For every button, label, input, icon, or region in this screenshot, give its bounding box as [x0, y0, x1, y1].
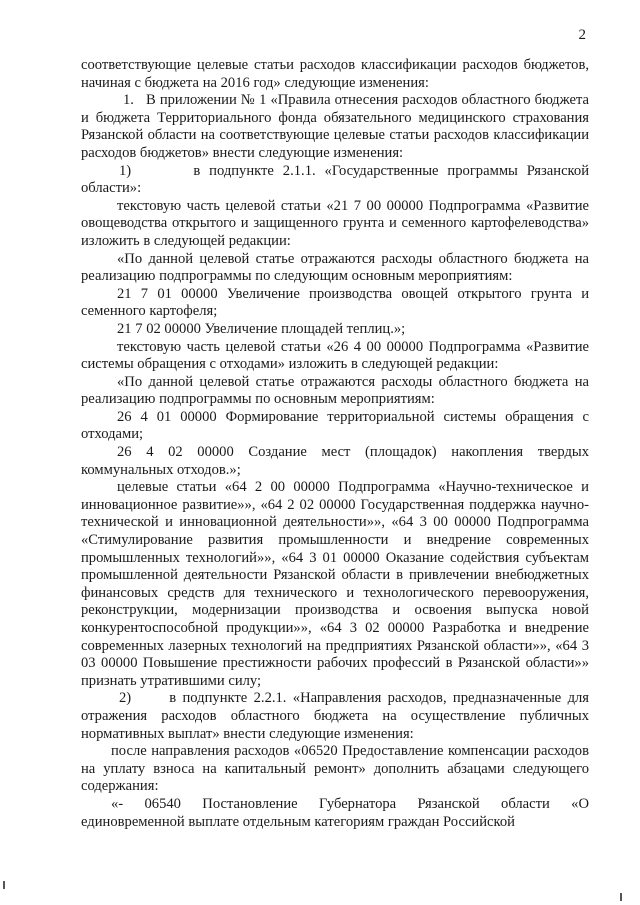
paragraph-item-1: 1. В приложении № 1 «Правила отнесения расходов областного бюджета и бюджета Территориального фонда обязательного медицинского страхования Рязанской области на соответствующие целевые статьи расходов классификации расходов бюджетов» внести следующие изменения: — [81, 92, 589, 161]
paragraph-after-06520: после направления расходов «06520 Предоставление компенсации расходов на уплату взноса на капитальный ремонт» дополнить абзацами следующего содержания: — [81, 743, 589, 795]
paragraph-target-articles-64: целевые статьи «64 2 00 00000 Подпрограмма «Научно-техническое и инновационное развитие»», «64 2 02 00000 Государственная поддержка научно-технической и инновационной деятельности»», «64 3 00 00000 Подпрограмма «Стимулирование развития промышленности и внедрение современных промышленных технологий»», «64 3 01 00000 Оказание содействия субъектам промышленной деятельности Рязанской области в привлечении внебюджетных финансовых средств для технического и технологического перевооружения, реконструкции, модернизации производства и освоения выпуска новой конкурентоспособной продукции»», «64 3 02 00000 Разработка и внедрение современных лазерных технологий на предприятиях Рязанской области»», «64 3 03 00000 Повышение престижности рабочих профессий в Рязанской области»» признать утратившими силу; — [81, 479, 589, 689]
paragraph-text-part-21: текстовую часть целевой статьи «21 7 00 00000 Подпрограмма «Развитие овощеводства открытого и защищенного грунта и семенного картофелеводства» изложить в следующей редакции: — [81, 197, 589, 249]
paragraph-measure-21-7-02: 21 7 02 00000 Увеличение площадей теплиц.»; — [117, 320, 406, 337]
paragraph-text-part-26: текстовую часть целевой статьи «26 4 00 00000 Подпрограмма «Развитие системы обращения с отходами» изложить в следующей редакции: — [81, 338, 589, 373]
page-number: 2 — [578, 27, 586, 43]
paragraph-quote-21: «По данной целевой статье отражаются расходы областного бюджета на реализацию подпрограммы по следующим основным мероприятиям: — [81, 250, 589, 285]
scan-edge-mark-right — [620, 893, 622, 901]
paragraph-measure-21-7-01: 21 7 01 00000 Увеличение производства овощей открытого грунта и семенного картофеля; — [81, 285, 589, 320]
paragraph-subitem-1: 1) в подпункте 2.1.1. «Государственные программы Рязанской области»: — [81, 162, 589, 197]
paragraph-subitem-2: 2) в подпункте 2.2.1. «Направления расходов, предназначенные для отражения расходов областного бюджета на осуществление публичных нормативных выплат» внести следующие изменения: — [81, 690, 589, 742]
paragraph-06540: «- 06540 Постановление Губернатора Рязанской области «О единовременной выплате отдельным категориям граждан Российской — [81, 795, 589, 830]
scan-edge-mark-left — [3, 881, 5, 889]
paragraph-measure-26-4-02: 26 4 02 00000 Создание мест (площадок) накопления твердых коммунальных отходов.»; — [81, 444, 589, 478]
document-body — [81, 57, 589, 831]
paragraph-intro-continuation: соответствующие целевые статьи расходов классификации расходов бюджетов, начиная с бюджета на 2016 год» следующие изменения: — [81, 57, 589, 91]
paragraph-quote-26: «По данной целевой статье отражаются расходы областного бюджета на реализацию подпрограммы по основным мероприятиям: — [81, 373, 589, 408]
paragraph-measure-26-4-01: 26 4 01 00000 Формирование территориальной системы обращения с отходами; — [81, 408, 589, 443]
